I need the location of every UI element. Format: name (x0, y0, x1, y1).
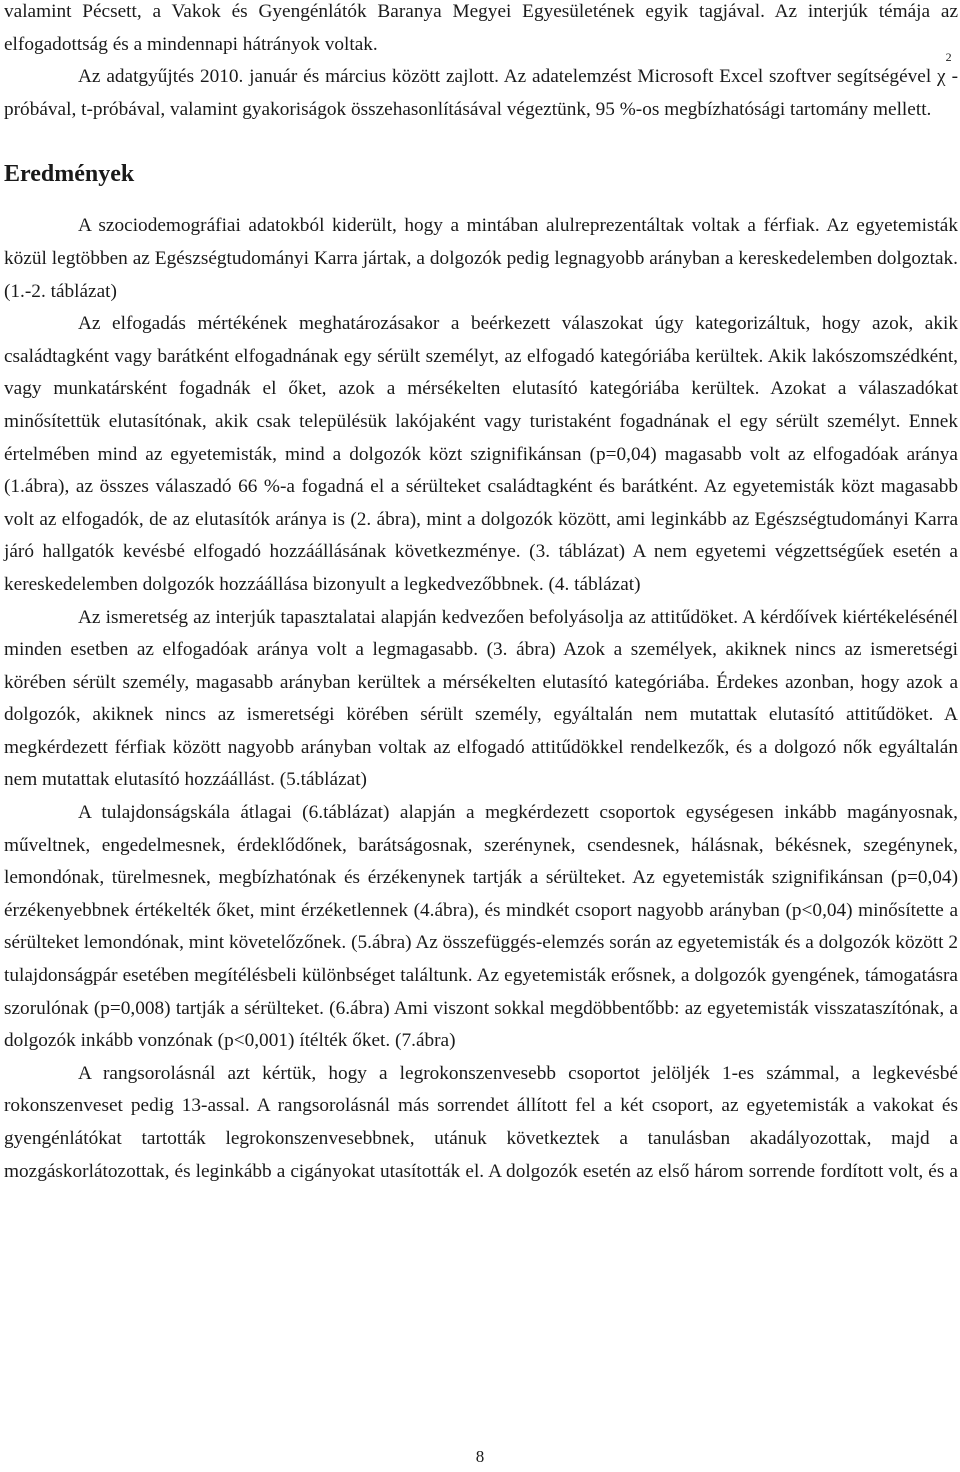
chi-square-superscript: 2 (945, 50, 952, 65)
page-number: 8 (475, 1447, 485, 1466)
results-paragraph-1: A szociodemográfiai adatokból kiderült, hogy a mintában alulreprezentáltak voltak a férfiak. Az egyetemisták közül legtöbben az Egészségtudományi Karra jártak, a dolgozók pedig legnagyobb arányban a kereskedelemben dolgoztak. (1.-2. táblázat) (4, 215, 958, 302)
results-paragraph-2: Az elfogadás mértékének meghatározásakor a beérkezett válaszokat úgy kategorizáltuk, hogy azok, akik családtagként vagy barátként elfogadnának egy sérült személyt, az elfogadó kategóriába kerültek. Akik lakószomszédként, vagy munkatársként fogadnák el őket, azok a mérsékelten elutasító kategóriába kerültek. Azokat a válaszadókat minősítettük elutasítónak, akik csak településük lakójaként vagy turistaként fogadnának el egy sérült személyt. Ennek értelmében mind az egyetemisták, mind a dolgozók közt szignifikánsan (p=0,04) magasabb volt az elfogadóak aránya (1.ábra), az összes válaszadó 66 %-a fogadná el a sérülteket családtagként és barátként. Az egyetemisták közt magasabb volt az elfogadók, de az elutasítók aránya is (2. ábra), mint a dolgozók között, ami leginkább az Egészségtudományi Karra járó hallgatók kevésbé elfogadó hozzáállásának következménye. (3. táblázat) A nem egyetemi végzettségűek esetén a kereskedelemben dolgozók hozzáállása bizonyult a legkedvezőbbnek. (4. táblázat) (4, 313, 958, 595)
results-paragraph-5: A rangsorolásnál azt kértük, hogy a legrokonszenvesebb csoportot jelöljék 1-es számmal, a legkevésbé rokonszenveset pedig 13-assal. A rangsorolásnál más sorrendet állított fel a két csoport, az egyetemisták a vakokat és gyengénlátókat tartották legrokonszenvesebbnek, utánuk következtek a tanulásban akadályozottak, majd a mozgáskorlátozottak, és leginkább a cigányokat utasították el. A dolgozók esetén az első három sorrende fordított volt, és a (4, 1062, 958, 1182)
methods-paragraph-continued (4, 0, 958, 61)
methods-paragraph-data (4, 50, 958, 126)
methods-text-intro: valamint Pécsett, a Vakok és Gyengénlátók Baranya Megyei Egyesületének egyik tagjával. Az interjúk témája az elfogadottság és a mindennapi hátrányok voltak. (4, 1, 958, 55)
methods-text-data: Az adatgyűjtés 2010. január és március között zajlott. Az adatelemzést Microsoft Excel szoftver segítségével χ (78, 66, 946, 88)
results-paragraph-4: A tulajdonságskála átlagai (6.táblázat) alapján a megkérdezett csoportok egységesen inkább magányosnak, műveltnek, engedelmesnek, érdeklődőnek, barátságosnak, szerénynek, csendesnek, hálásnak, békésnek, szegénynek, lemondónak, türelmesnek, megbízhatónak és érzékenynek tartják a sérülteket. Az egyetemisták szignifikánsan (p=0,04) érzékenyebbnek értékelték őket, mint érzéketlennek (4.ábra), és mindkét csoport nagyobb arányban (p<0,04) minősítette a sérülteket lemondónak, mint követelőzőnek. (5.ábra) Az összefüggés-elemzés során az egyetemisták és a dolgozók között 2 tulajdonságpár esetében megítélésbeli különbséget találtunk. Az egyetemisták erősnek, a dolgozók gyengének, támogatásra szorulónak (p=0,008) tartják a sérülteket. (6.ábra) Ami viszont sokkal megdöbbentőbb: az egyetemisták visszataszítónak, a dolgozók inkább vonzónak (p<0,001) ítélték őket. (7.ábra) (4, 802, 958, 1052)
section-heading-results: Eredmények (4, 161, 135, 188)
results-paragraph-3: Az ismeretség az interjúk tapasztalatai alapján kedvezően befolyásolja az attitűdöket. A kérdőívek kiértékelésénél minden esetben az elfogadóak aránya volt a legmagasabb. (3. ábra) Azok a személyek, akiknek nincs az ismeretségi körében sérült személy, magasabb arányban kerültek a mérsékelten elutasító kategóriába. Érdekes azonban, hogy azok a dolgozók, akiknek nincs az ismeretségi körében sérült személy, egyáltalán nem mutattak elutasító attitűdöket. A megkérdezett férfiak között nagyobb arányban voltak az elfogadó attitűdökkel rendelkezők, és a dolgozó nők egyáltalán nem mutattak elutasító hozzáállást. (5.táblázat) (4, 606, 958, 791)
methods-text-data-rest: -próbával, t-próbával, valamint gyakoriságok összehasonlításával végeztünk, 95 %-os megbízhatósági tartomány mellett. (4, 66, 958, 120)
document-page (4, 0, 958, 1472)
